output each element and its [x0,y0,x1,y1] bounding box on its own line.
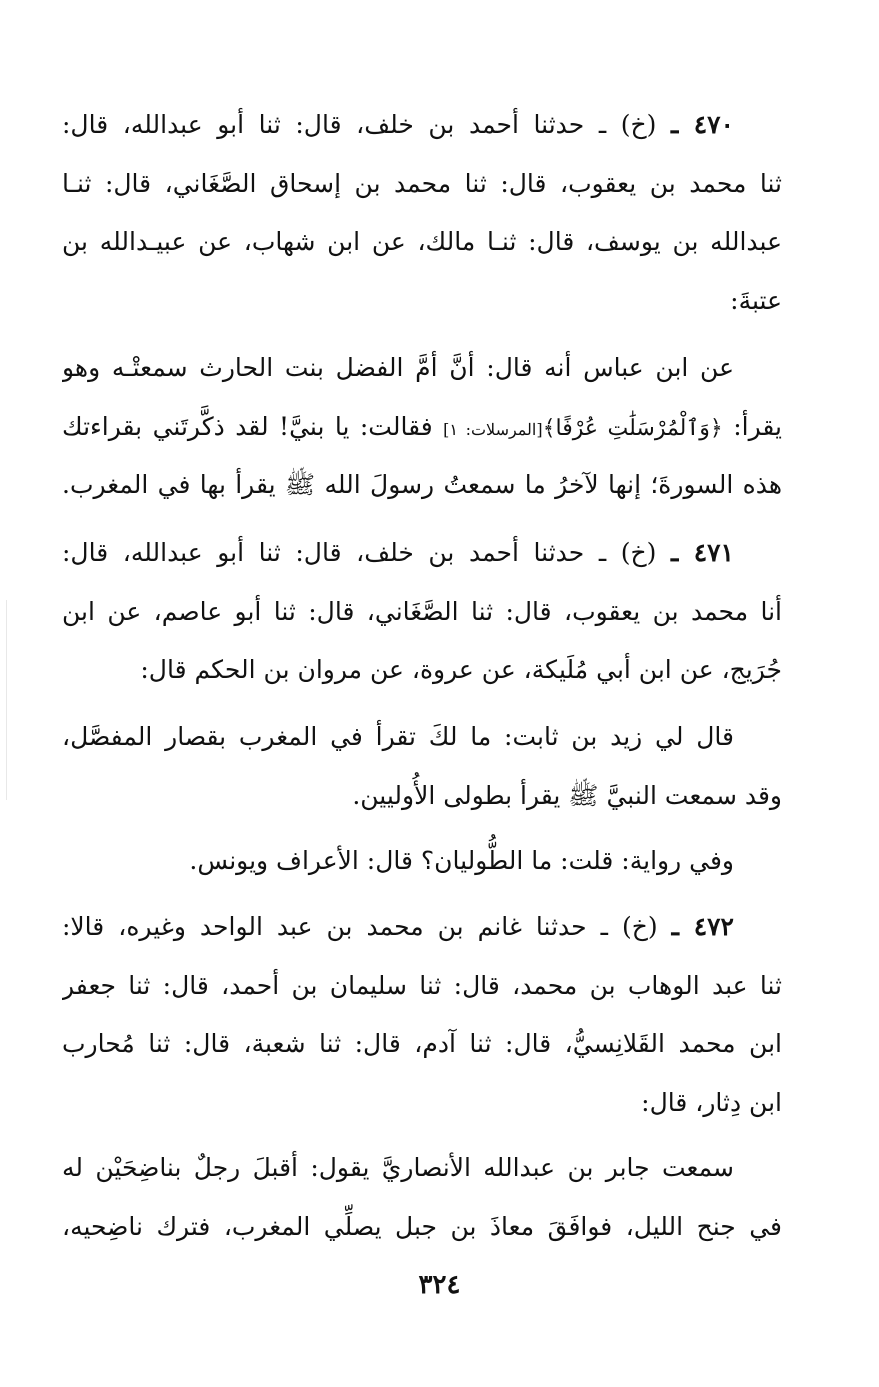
hadith-472-isnad [62,898,782,1132]
text-line: ٤٧٠ ـ (خ) ـ حدثنا أحمد بن خلف، قال: ثنا أبو عبدالله، قال: [62,110,734,139]
text-line: ٤٧٢ ـ (خ) ـ حدثنا غانم بن محمد بن عبد الواحد وغيره، قالا: [62,912,734,941]
text-line: هذه السورةَ؛ إنها لآخرُ ما سمعتُ رسولَ الله ﷺ يقرأ بها في المغرب. [62,470,782,499]
quran-verse: ﴿وَٱلْمُرْسَلَٰتِ عُرْفًا﴾ [542,415,723,441]
text-line: ثنا محمد بن يعقوب، قال: ثنا محمد بن إسحاق الصَّغَاني، قال: ثنـا [62,168,782,198]
hadith-number: ٤٧٢ ـ [671,912,734,941]
hadith-470-matn [62,339,782,515]
text-line: ٤٧١ ـ (خ) ـ حدثنا أحمد بن خلف، قال: ثنا أبو عبدالله، قال: [62,538,734,567]
hadith-number: ٤٧١ ـ [671,538,734,567]
text-line: ابن دِثار، قال: [641,1087,782,1117]
text-line: قال لي زيد بن ثابت: ما لكَ تقرأ في المغرب بقصار المفصَّل، [62,722,734,751]
text-line: وقد سمعت النبيَّ ﷺ يقرأ بطولى الأُوليين. [352,780,782,810]
text-line: أنا محمد بن يعقوب، قال: ثنا الصَّغَاني، قال: ثنا أبو عاصم، عن ابن [62,596,782,626]
hadith-471-variant [62,832,782,891]
text-line: عبدالله بن يوسف، قال: ثنـا مالك، عن ابن شهاب، عن عبيـدالله بن [62,227,782,256]
text-line: عن ابن عباس أنه قال: أنَّ أمَّ الفضل بنت الحارث سمعتْـه وهو [62,353,734,382]
page-number: ٣٢٤ [418,1270,461,1300]
text-line: ثنا عبد الوهاب بن محمد، قال: ثنا سليمان بن أحمد، قال: ثنا جعفر [62,970,782,1000]
hadith-471-matn [62,708,782,825]
hadith-471-isnad [62,524,782,700]
text-line: ابن محمد القَلانِسيُّ، قال: ثنا آدم، قال: ثنا شعبة، قال: ثنا مُحارب [62,1029,782,1058]
hadith-number: ٤٧٠ ـ [671,110,734,139]
text-line: سمعت جابر بن عبدالله الأنصاريَّ يقول: أقبلَ رجلٌ بناضِحَيْن له [62,1153,734,1182]
text-line: يقرأ: ﴿وَٱلْمُرْسَلَٰتِ عُرْفًا﴾[المرسلات: ١] فقالت: يا بنيَّ! لقد ذكَّرتَني بقراءتك [62,411,782,441]
page-edge-shadow [6,600,7,800]
text-line: وفي رواية: قلت: ما الطُّوليان؟ قال: الأعراف ويونس. [189,846,734,875]
verse-reference: [المرسلات: ١] [443,419,543,439]
hadith-472-matn [62,1139,782,1256]
hadith-470-isnad [62,96,782,330]
text-line: في جنح الليل، فوافَقَ معاذَ بن جبل يصلِّي المغرب، فترك ناضِحيه، [62,1211,782,1241]
text-line: جُرَيج، عن ابن أبي مُلَيكة، عن عروة، عن مروان بن الحكم قال: [140,655,782,684]
text-line: عتبةَ: [730,285,782,315]
